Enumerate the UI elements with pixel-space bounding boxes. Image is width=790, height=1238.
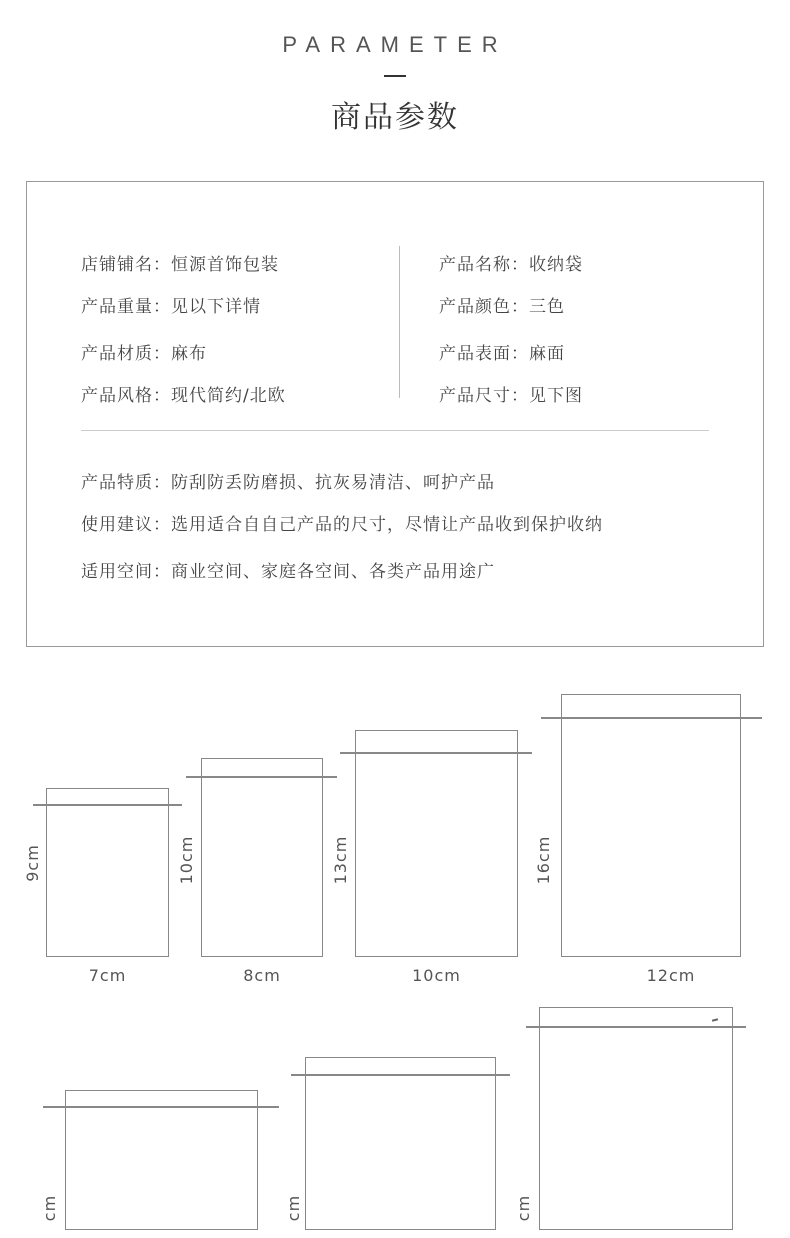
bag-height-label-xlarge: 16cm [534, 835, 553, 885]
bag-width-label-xlarge: 12cm [646, 966, 696, 985]
column-divider [399, 246, 400, 398]
bag-outline-medium [201, 758, 323, 957]
bag-height-label-row2-2: cm [284, 1194, 303, 1222]
bag-drawstring-xlarge [541, 717, 762, 719]
bag-height-label-large: 13cm [331, 835, 350, 885]
bag-drawstring-row2-1 [43, 1106, 279, 1108]
param-material: 产品材质：麻布 [81, 344, 207, 364]
bag-height-label-row2-3: cm [514, 1194, 533, 1222]
header-title-en: PARAMETER [282, 32, 508, 57]
bag-drawstring-small [33, 804, 182, 806]
bag-width-label-small: 7cm [88, 966, 127, 985]
param-color: 产品颜色：三色 [439, 297, 565, 317]
section-divider [81, 430, 709, 431]
bag-height-label-medium: 10cm [177, 835, 196, 885]
parameter-panel [26, 181, 764, 647]
bag-outline-row2-2 [305, 1057, 496, 1230]
bag-height-label-row2-1: cm [40, 1194, 59, 1222]
bag-outline-large [355, 730, 518, 957]
param-usage: 使用建议：选用适合自自己产品的尺寸，尽情让产品收到保护收纳 [81, 515, 603, 535]
param-shop-name: 店铺铺名：恒源首饰包装 [81, 255, 279, 275]
bag-width-label-medium: 8cm [243, 966, 281, 985]
param-product-name: 产品名称：收纳袋 [439, 255, 583, 275]
header-divider [384, 75, 406, 77]
header-title-cn: 商品参数 [331, 100, 459, 135]
param-features: 产品特质：防刮防丢防磨损、抗灰易清洁、呵护产品 [81, 473, 495, 493]
bag-height-label-small: 9cm [23, 844, 42, 882]
param-style: 产品风格：现代简约/北欧 [81, 386, 286, 406]
bag-outline-row2-1 [65, 1090, 258, 1230]
param-weight: 产品重量：见以下详情 [81, 297, 261, 317]
bag-drawstring-large [340, 752, 532, 754]
param-space: 适用空间：商业空间、家庭各空间、各类产品用途广 [81, 562, 495, 582]
bag-outline-small [46, 788, 169, 957]
bag-drawstring-row2-2 [291, 1074, 510, 1076]
bag-width-label-large: 10cm [412, 966, 461, 985]
bag-outline-xlarge [561, 694, 741, 957]
bag-drawstring-medium [186, 776, 337, 778]
bag-outline-row2-3 [539, 1007, 733, 1230]
bag-drawstring-row2-3 [526, 1026, 746, 1028]
param-size: 产品尺寸：见下图 [439, 386, 583, 406]
param-surface: 产品表面：麻面 [439, 344, 565, 364]
